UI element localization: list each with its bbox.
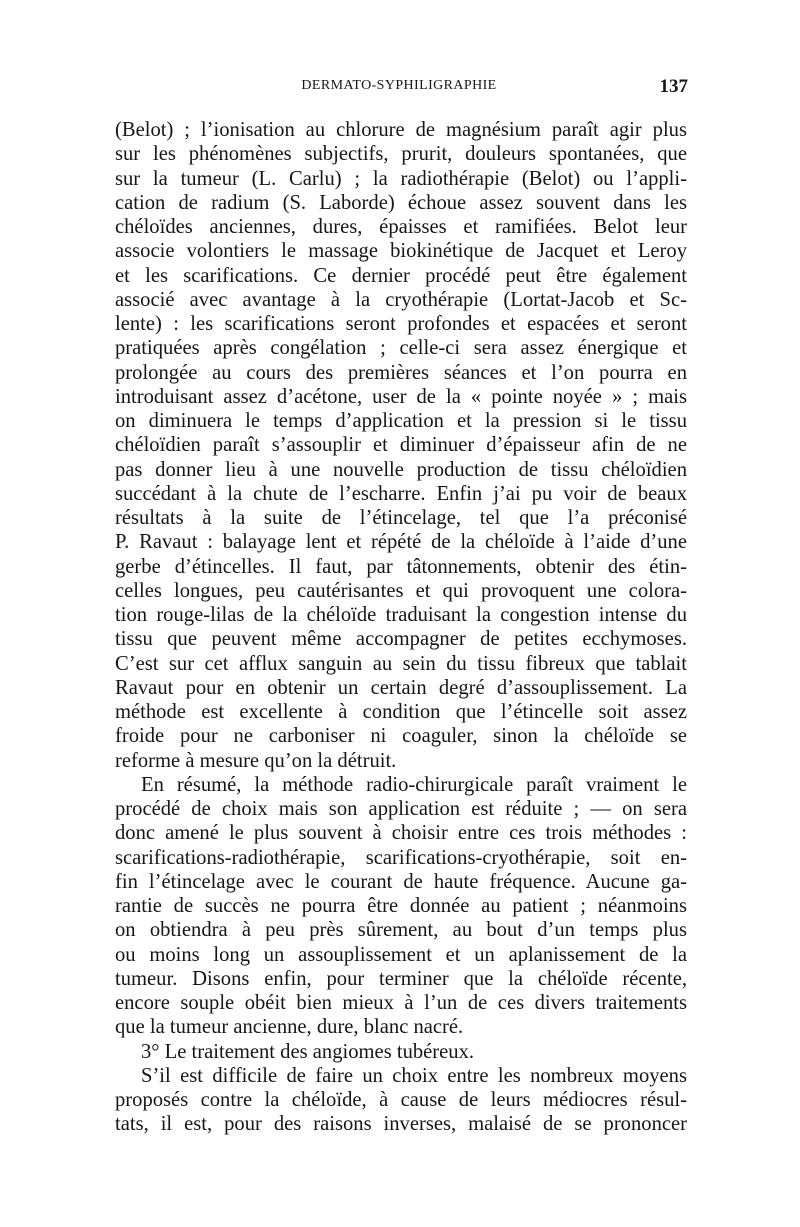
text-line: (Belot) ; l’ionisation au chlorure de magnésium paraît agir plus	[115, 119, 687, 141]
text-line: résultats à la suite de l’étincelage, tel que l’a préconisé	[115, 507, 687, 529]
body-text	[115, 118, 687, 1137]
text-line: celles longues, peu cautérisantes et qui provoquent une colora-	[115, 579, 687, 602]
text-line: lente) : les scarifications seront profondes et espacées et seront	[115, 313, 687, 335]
text-line: gerbe d’étincelles. Il faut, par tâtonnements, obtenir des étin-	[115, 555, 687, 578]
text-line: P. Ravaut : balayage lent et répété de la chéloïde à l’aide d’une	[115, 531, 687, 554]
text-line: introduisant assez d’acétone, user de la « pointe noyée » ; mais	[115, 385, 687, 408]
text-line: fin l’étincelage avec le courant de haute fréquence. Aucune ga-	[115, 870, 687, 893]
page-number: 137	[659, 76, 688, 97]
page-header	[110, 76, 688, 100]
text-line: chéloïdien paraît s’assouplir et diminuer d’épaisseur afin de ne	[115, 434, 687, 457]
text-line: que la tumeur ancienne, dure, blanc nacré.	[115, 1016, 464, 1039]
text-line: associe volontiers le massage biokinétique de Jacquet et Leroy	[115, 240, 687, 263]
text-line: donc amené le plus souvent à choisir entre ces trois méthodes :	[115, 822, 687, 845]
running-title: DERMATO-SYPHILIGRAPHIE	[301, 78, 497, 93]
text-line: froide pour ne carboniser ni coaguler, sinon la chéloïde se	[115, 725, 687, 748]
text-line: sur la tumeur (L. Carlu) ; la radiothérapie (Belot) ou l’appli-	[115, 167, 687, 190]
text-line: tissu que peuvent même accompagner de petites ecchymoses.	[115, 628, 687, 651]
text-line: Ravaut pour en obtenir un certain degré d’assouplissement. La	[115, 676, 687, 699]
text-line: on diminuera le temps d’application et la pression si le tissu	[115, 410, 687, 432]
text-line: associé avec avantage à la cryothérapie (Lortat-Jacob et Sc-	[115, 288, 687, 311]
text-line: méthode est excellente à condition que l’étincelle soit assez	[115, 701, 687, 723]
text-line: proposés contre la chéloïde, à cause de leurs médiocres résul-	[115, 1089, 687, 1111]
text-line: encore souple obéit bien mieux à l’un de ces divers traitements	[115, 992, 687, 1014]
text-line: En résumé, la méthode radio-chirurgicale paraît vraiment le	[141, 773, 687, 796]
text-line: procédé de choix mais son application est réduite ; — on sera	[115, 798, 687, 820]
text-line: sur les phénomènes subjectifs, prurit, douleurs spontanées, que	[115, 143, 687, 166]
text-line: 3° Le traitement des angiomes tubéreux.	[141, 1040, 475, 1063]
text-line: et les scarifications. Ce dernier procédé peut être également	[115, 264, 687, 287]
text-line: prolongée au cours des premières séances et l’on pourra en	[115, 361, 687, 384]
text-line: ou moins long un assouplissement et un aplanissement de la	[115, 943, 687, 966]
text-line: on obtiendra à peu près sûrement, au bout d’un temps plus	[115, 919, 687, 942]
text-line: tats, il est, pour des raisons inverses, malaisé de se prononcer	[115, 1113, 687, 1136]
text-line: succédant à la chute de l’escharre. Enfin j’ai pu voir de beaux	[115, 482, 687, 505]
text-line: scarifications-radiothérapie, scarifications-cryothérapie, soit en-	[115, 846, 687, 869]
text-line: pratiquées après congélation ; celle-ci sera assez énergique et	[115, 337, 687, 360]
text-line: S’il est difficile de faire un choix entre les nombreux moyens	[141, 1064, 687, 1087]
text-line: pas donner lieu à une nouvelle production de tissu chéloïdien	[115, 458, 687, 481]
text-line: cation de radium (S. Laborde) échoue assez souvent dans les	[115, 191, 687, 214]
text-line: tion rouge-lilas de la chéloïde traduisant la congestion intense du	[115, 604, 687, 626]
text-line: reforme à mesure qu’on la détruit.	[115, 749, 397, 772]
text-line: C’est sur cet afflux sanguin au sein du tissu fibreux que tablait	[115, 652, 687, 675]
text-line: chéloïdes anciennes, dures, épaisses et ramifiées. Belot leur	[115, 216, 687, 238]
text-line: tumeur. Disons enfin, pour terminer que la chéloïde récente,	[115, 967, 687, 990]
text-line: rantie de succès ne pourra être donnée au patient ; néanmoins	[115, 895, 687, 917]
